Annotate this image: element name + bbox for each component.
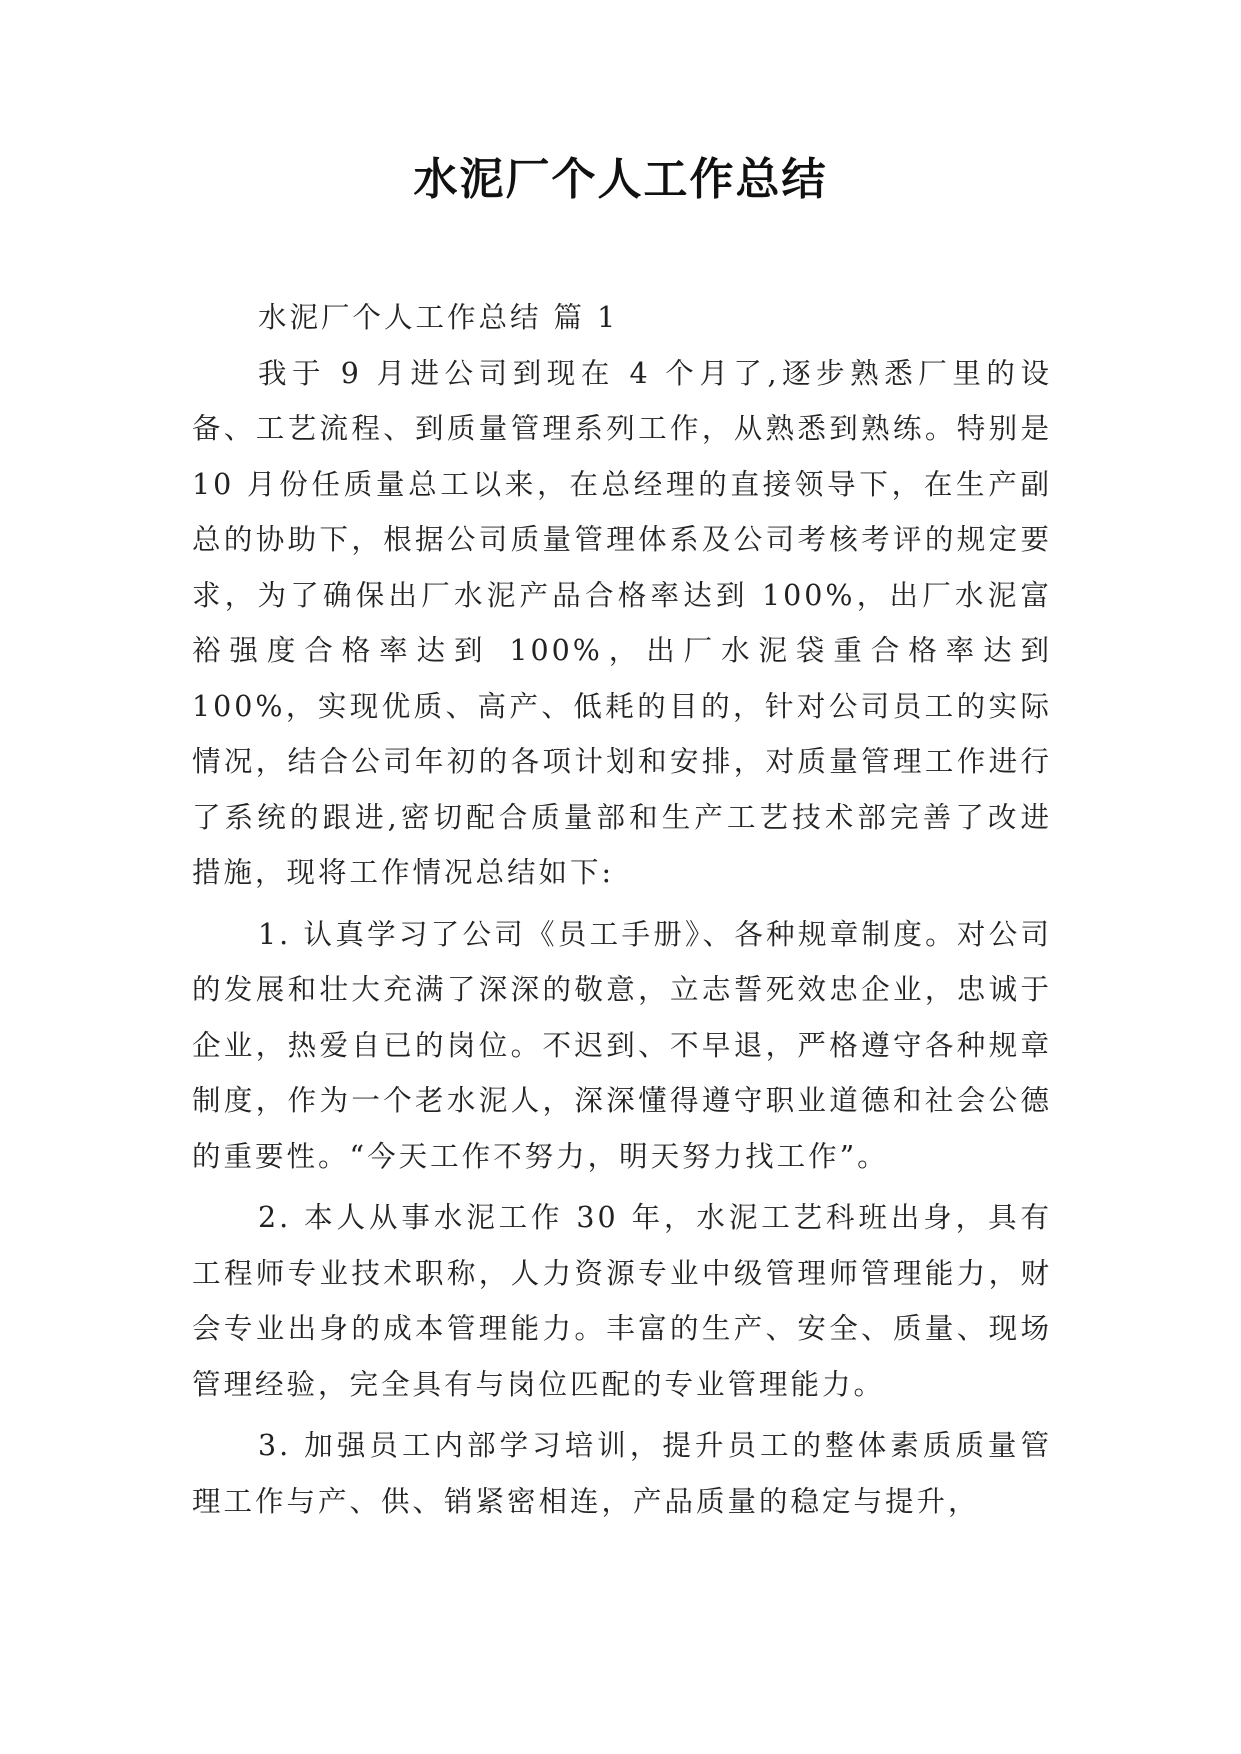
document-body bbox=[192, 290, 1052, 1529]
document-title: 水泥厂个人工作总结 bbox=[413, 154, 828, 205]
paragraph-item-3: 3. 加强员工内部学习培训，提升员工的整体素质质量管理工作与产、供、销紧密相连，产品质量的稳定与提升， bbox=[192, 1429, 1052, 1518]
paragraph-item-1: 1. 认真学习了公司《员工手册》、各种规章制度。对公司的发展和壮大充满了深深的敬意，立志誓死效忠企业，忠诚于企业，热爱自已的岗位。不迟到、不早退，严格遵守各种规章制度，作为一个老水泥人，深深懂得遵守职业道德和社会公德的重要性。“今天工作不努力，明天努力找工作”。 bbox=[192, 917, 1052, 1173]
section-heading: 水泥厂个人工作总结 篇 1 bbox=[258, 301, 619, 334]
paragraph-intro: 我于 9 月进公司到现在 4 个月了,逐步熟悉厂里的设备、工艺流程、到质量管理系列工作，从熟悉到熟练。特别是 10 月份任质量总工以来，在总经理的直接领导下，在生产副总的协助下，根据公司质量管理体系及公司考核考评的规定要求，为了确保出厂水泥产品合格率达到 100%，出厂水泥富裕强度合格率达到 100%，出厂水泥袋重合格率达到 100%，实现优质、高产、低耗的目的，针对公司员工的实际情况，结合公司年初的各项计划和安排，对质量管理工作进行了系统的跟进,密切配合质量部和生产工艺技术部完善了改进措施，现将工作情况总结如下: bbox=[192, 356, 1052, 889]
paragraph-item-2: 2. 本人从事水泥工作 30 年，水泥工艺科班出身，具有工程师专业技术职称，人力资源专业中级管理师管理能力，财会专业出身的成本管理能力。丰富的生产、安全、质量、现场管理经验，完全具有与岗位匹配的专业管理能力。 bbox=[192, 1201, 1052, 1401]
